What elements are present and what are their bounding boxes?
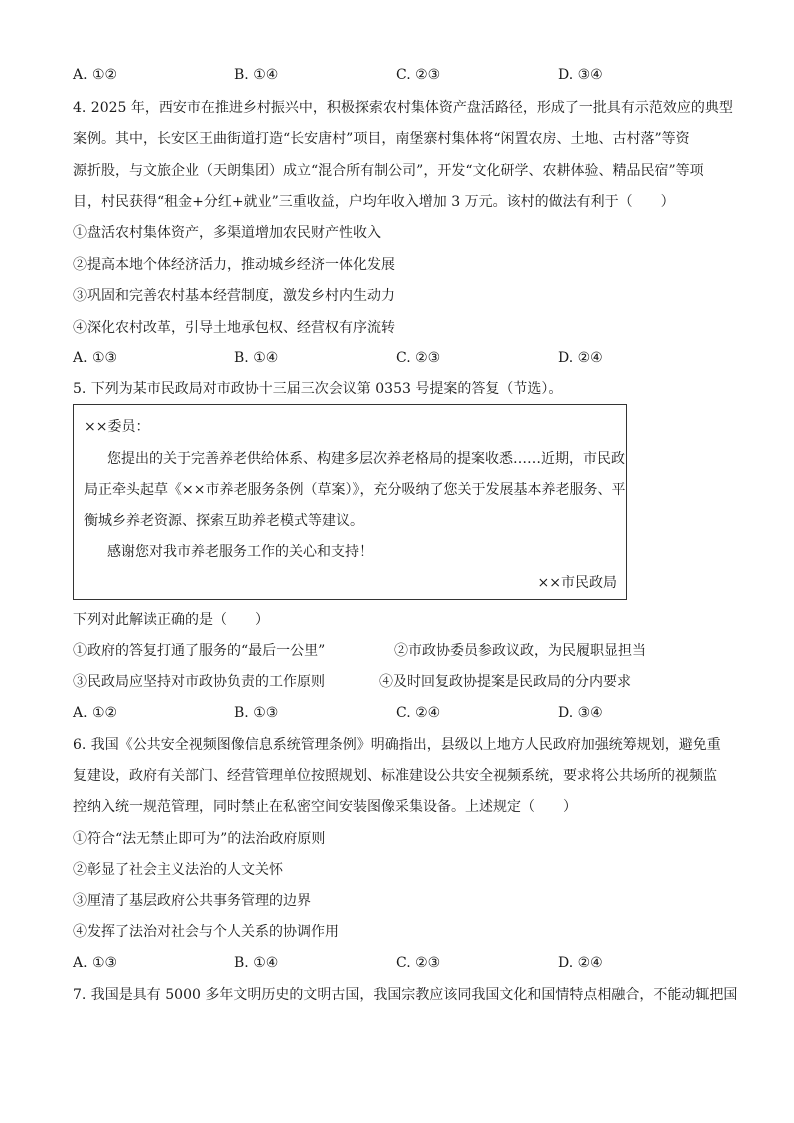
letter-body-line-1: 您提出的关于完善养老供给体系、构建多层次养老格局的提案收悉……近期，市民政 — [107, 451, 625, 467]
letter-salutation: ××委员： — [84, 419, 150, 435]
q4-option-a[interactable]: A. ①③ — [73, 350, 118, 366]
q4-option-b[interactable]: B. ①④ — [234, 350, 279, 366]
q5-option-d[interactable]: D. ③④ — [558, 705, 603, 721]
q6-stem-line-2: 复建设，政府有关部门、经营管理单位按照规划、标准建设公共安全视频系统，要求将公共场所的视频监 — [73, 768, 717, 784]
q6-statement-4: ④发挥了法治对社会与个人关系的协调作用 — [73, 924, 339, 940]
q5-statement-1: ①政府的答复打通了服务的“最后一公里” — [73, 643, 326, 659]
letter-body-line-4: 感谢您对我市养老服务工作的关心和支持！ — [107, 544, 373, 560]
q5-statement-2: ②市政协委员参政议政，为民履职显担当 — [394, 643, 646, 659]
q5-stem: 5. 下列为某市民政局对市政协十三届三次会议第 0353 号提案的答复（节选）。 — [73, 381, 563, 397]
letter-body-line-3: 衡城乡养老资源、探索互助养老模式等建议。 — [84, 513, 364, 529]
q5-option-b[interactable]: B. ①③ — [234, 705, 279, 721]
q3-options — [73, 65, 733, 85]
q3-option-d[interactable]: D. ③④ — [558, 67, 603, 83]
letter-signature: ××市民政局 — [537, 575, 617, 591]
q6-statement-2: ②彰显了社会主义法治的人文关怀 — [73, 862, 283, 878]
q5-option-a[interactable]: A. ①② — [73, 705, 118, 721]
q4-stem-line-2: 案例。其中，长安区王曲街道打造“长安唐村”项目，南堡寨村集体将“闲置农房、土地、古村落”等资 — [73, 131, 690, 147]
q3-option-a[interactable]: A. ①② — [73, 67, 118, 83]
q6-stem-line-3: 控纳入统一规范管理，同时禁止在私密空间安装图像采集设备。上述规定（ ） — [73, 799, 577, 815]
letter-body-line-2: 局正牵头起草《××市养老服务条例（草案）》，充分吸纳了您关于发展基本养老服务、平 — [84, 482, 626, 498]
q4-statement-4: ④深化农村改革，引导土地承包权、经营权有序流转 — [73, 320, 395, 336]
q6-option-a[interactable]: A. ①③ — [73, 955, 118, 971]
q4-statement-1: ①盘活农村集体资产，多渠道增加农民财产性收入 — [73, 225, 381, 241]
q5-statements-row-1 — [73, 641, 733, 661]
q4-stem-line-4: 目，村民获得“租金+分红+就业”三重收益，户均年收入增加 3 万元。该村的做法有利于（ ） — [73, 194, 675, 210]
q3-option-c[interactable]: C. ②③ — [396, 67, 441, 83]
q5-options — [73, 703, 733, 723]
reply-letter-box — [73, 404, 627, 600]
q6-statement-3: ③厘清了基层政府公共事务管理的边界 — [73, 893, 311, 909]
q6-option-c[interactable]: C. ②③ — [396, 955, 441, 971]
q4-statement-3: ③巩固和完善农村基本经营制度，激发乡村内生动力 — [73, 288, 395, 304]
q5-statement-3: ③民政局应坚持对市政协负责的工作原则 — [73, 674, 325, 690]
q4-stem-line-1: 4. 2025 年，西安市在推进乡村振兴中，积极探索农村集体资产盘活路径，形成了一批具有示范效应的典型 — [73, 100, 733, 116]
q5-option-c[interactable]: C. ②④ — [396, 705, 441, 721]
q4-options — [73, 348, 733, 368]
q3-option-b[interactable]: B. ①④ — [234, 67, 279, 83]
q6-statement-1: ①符合“法无禁止即可为”的法治政府原则 — [73, 831, 326, 847]
q5-statements-row-2 — [73, 672, 733, 692]
q4-option-d[interactable]: D. ②④ — [558, 350, 603, 366]
q6-stem-line-1: 6. 我国《公共安全视频图像信息系统管理条例》明确指出，县级以上地方人民政府加强统筹规划，避免重 — [73, 737, 721, 753]
q6-option-d[interactable]: D. ②④ — [558, 955, 603, 971]
q4-option-c[interactable]: C. ②③ — [396, 350, 441, 366]
q7-stem: 7. 我国是具有 5000 多年文明历史的文明古国，我国宗教应该同我国文化和国情特点相融合，不能动辄把国 — [73, 987, 738, 1003]
q6-options — [73, 953, 733, 973]
q6-option-b[interactable]: B. ①④ — [234, 955, 279, 971]
q4-stem-line-3: 源折股，与文旅企业（天朗集团）成立“混合所有制公司”，开发“文化研学、农耕体验、精品民宿”等项 — [73, 163, 704, 179]
q5-statement-4: ④及时回复政协提案是民政局的分内要求 — [379, 674, 631, 690]
q5-question: 下列对此解读正确的是（ ） — [73, 612, 269, 628]
q4-statement-2: ②提高本地个体经济活力，推动城乡经济一体化发展 — [73, 257, 395, 273]
